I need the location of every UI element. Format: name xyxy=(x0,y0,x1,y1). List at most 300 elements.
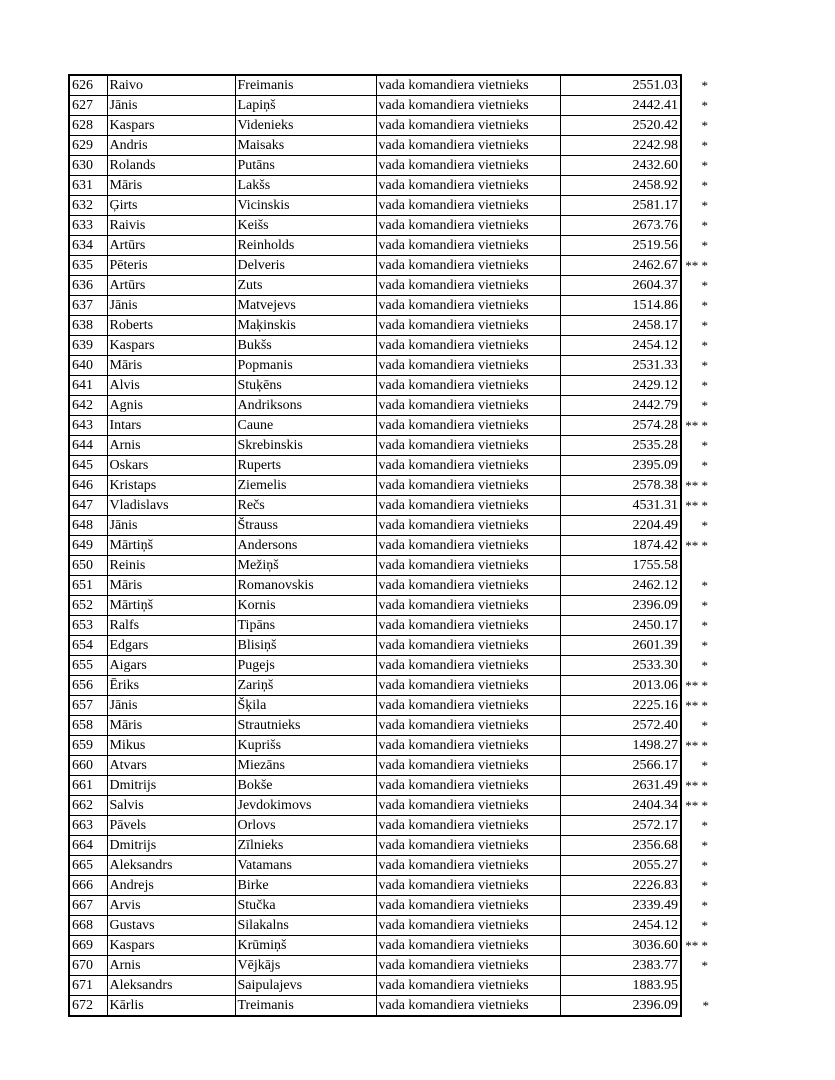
mark-cell: * xyxy=(701,438,708,453)
amount-cell: 2432.60 xyxy=(560,156,681,176)
mark-cell xyxy=(681,556,719,576)
first-name-cell: Jānis xyxy=(107,696,235,716)
last-name-cell: Reinholds xyxy=(235,236,376,256)
row-number-cell: 628 xyxy=(69,116,107,136)
mark-cell: ** * xyxy=(685,258,708,273)
table-row xyxy=(69,476,719,496)
position-cell: vada komandiera vietnieks xyxy=(376,196,560,216)
first-name-cell: Arnis xyxy=(107,956,235,976)
last-name-cell: Bukšs xyxy=(235,336,376,356)
row-number-cell: 632 xyxy=(69,196,107,216)
last-name-cell: Šķila xyxy=(235,696,376,716)
first-name-cell: Māris xyxy=(107,576,235,596)
first-name-cell: Edgars xyxy=(107,636,235,656)
last-name-cell: Vējkājs xyxy=(235,956,376,976)
row-number-cell: 638 xyxy=(69,316,107,336)
first-name-cell: Kaspars xyxy=(107,116,235,136)
mark-cell: * xyxy=(701,238,708,253)
table-row xyxy=(69,96,719,116)
table-row xyxy=(69,816,719,836)
mark-cell: * xyxy=(701,198,708,213)
first-name-cell: Intars xyxy=(107,416,235,436)
first-name-cell: Ģirts xyxy=(107,196,235,216)
row-number-cell: 658 xyxy=(69,716,107,736)
amount-cell: 1514.86 xyxy=(560,296,681,316)
table-row xyxy=(69,75,719,96)
row-number-cell: 656 xyxy=(69,676,107,696)
mark-cell: * xyxy=(701,458,708,473)
row-number-cell: 661 xyxy=(69,776,107,796)
last-name-cell: Caune xyxy=(235,416,376,436)
mark-cell: * xyxy=(701,518,708,533)
position-cell: vada komandiera vietnieks xyxy=(376,296,560,316)
first-name-cell: Atvars xyxy=(107,756,235,776)
first-name-cell: Alvis xyxy=(107,376,235,396)
first-name-cell: Mikus xyxy=(107,736,235,756)
mark-cell: * xyxy=(701,618,708,633)
table-row xyxy=(69,236,719,256)
row-number-cell: 662 xyxy=(69,796,107,816)
last-name-cell: Kuprišs xyxy=(235,736,376,756)
last-name-cell: Rečs xyxy=(235,496,376,516)
last-name-cell: Keišs xyxy=(235,216,376,236)
last-name-cell: Delveris xyxy=(235,256,376,276)
mark-cell: ** * xyxy=(685,698,708,713)
amount-cell: 2356.68 xyxy=(560,836,681,856)
position-cell: vada komandiera vietnieks xyxy=(376,916,560,936)
row-number-cell: 672 xyxy=(69,996,107,1017)
amount-cell: 2055.27 xyxy=(560,856,681,876)
last-name-cell: Strautnieks xyxy=(235,716,376,736)
amount-cell: 2226.83 xyxy=(560,876,681,896)
first-name-cell: Raivis xyxy=(107,216,235,236)
table-row xyxy=(69,776,719,796)
table-row xyxy=(69,656,719,676)
amount-cell: 2519.56 xyxy=(560,236,681,256)
amount-cell: 2204.49 xyxy=(560,516,681,536)
first-name-cell: Aigars xyxy=(107,656,235,676)
position-cell: vada komandiera vietnieks xyxy=(376,116,560,136)
mark-cell: * xyxy=(701,158,708,173)
amount-cell: 2531.33 xyxy=(560,356,681,376)
table-row xyxy=(69,276,719,296)
mark-cell: ** * xyxy=(685,738,708,753)
position-cell: vada komandiera vietnieks xyxy=(376,996,560,1017)
table-row xyxy=(69,556,719,576)
last-name-cell: Ziemelis xyxy=(235,476,376,496)
first-name-cell: Rolands xyxy=(107,156,235,176)
mark-cell: * xyxy=(701,958,708,973)
position-cell: vada komandiera vietnieks xyxy=(376,796,560,816)
position-cell: vada komandiera vietnieks xyxy=(376,256,560,276)
row-number-cell: 639 xyxy=(69,336,107,356)
first-name-cell: Kristaps xyxy=(107,476,235,496)
table-row xyxy=(69,596,719,616)
position-cell: vada komandiera vietnieks xyxy=(376,536,560,556)
amount-cell: 2535.28 xyxy=(560,436,681,456)
table-row xyxy=(69,176,719,196)
last-name-cell: Popmanis xyxy=(235,356,376,376)
first-name-cell: Kārlis xyxy=(107,996,235,1017)
mark-cell: ** * xyxy=(685,478,708,493)
first-name-cell: Pēteris xyxy=(107,256,235,276)
last-name-cell: Štrauss xyxy=(235,516,376,536)
first-name-cell: Artūrs xyxy=(107,236,235,256)
table-row xyxy=(69,676,719,696)
mark-cell: * xyxy=(701,898,708,913)
first-name-cell: Gustavs xyxy=(107,916,235,936)
first-name-cell: Jānis xyxy=(107,96,235,116)
row-number-cell: 651 xyxy=(69,576,107,596)
first-name-cell: Agnis xyxy=(107,396,235,416)
row-number-cell: 643 xyxy=(69,416,107,436)
position-cell: vada komandiera vietnieks xyxy=(376,436,560,456)
row-number-cell: 629 xyxy=(69,136,107,156)
amount-cell: 2631.49 xyxy=(560,776,681,796)
position-cell: vada komandiera vietnieks xyxy=(376,176,560,196)
table-row xyxy=(69,316,719,336)
last-name-cell: Stuķēns xyxy=(235,376,376,396)
table-row xyxy=(69,696,719,716)
last-name-cell: Birke xyxy=(235,876,376,896)
mark-cell: ** * xyxy=(685,418,708,433)
position-cell: vada komandiera vietnieks xyxy=(376,856,560,876)
amount-cell: 2572.40 xyxy=(560,716,681,736)
row-number-cell: 633 xyxy=(69,216,107,236)
table-row xyxy=(69,636,719,656)
row-number-cell: 648 xyxy=(69,516,107,536)
table-row xyxy=(69,716,719,736)
last-name-cell: Zuts xyxy=(235,276,376,296)
last-name-cell: Maisaks xyxy=(235,136,376,156)
first-name-cell: Arvis xyxy=(107,896,235,916)
row-number-cell: 637 xyxy=(69,296,107,316)
last-name-cell: Pugejs xyxy=(235,656,376,676)
row-number-cell: 647 xyxy=(69,496,107,516)
last-name-cell: Zariņš xyxy=(235,676,376,696)
amount-cell: 2242.98 xyxy=(560,136,681,156)
position-cell: vada komandiera vietnieks xyxy=(376,496,560,516)
personnel-table xyxy=(68,74,720,1017)
table-row xyxy=(69,836,719,856)
table-body xyxy=(69,75,719,1016)
last-name-cell: Krūmiņš xyxy=(235,936,376,956)
position-cell: vada komandiera vietnieks xyxy=(376,736,560,756)
first-name-cell: Mārtiņš xyxy=(107,596,235,616)
row-number-cell: 646 xyxy=(69,476,107,496)
last-name-cell: Freimanis xyxy=(235,75,376,96)
amount-cell: 2566.17 xyxy=(560,756,681,776)
last-name-cell: Lakšs xyxy=(235,176,376,196)
amount-cell: 2404.34 xyxy=(560,796,681,816)
row-number-cell: 640 xyxy=(69,356,107,376)
table-row xyxy=(69,756,719,776)
row-number-cell: 665 xyxy=(69,856,107,876)
first-name-cell: Aleksandrs xyxy=(107,856,235,876)
row-number-cell: 660 xyxy=(69,756,107,776)
row-number-cell: 631 xyxy=(69,176,107,196)
mark-cell: * xyxy=(701,358,708,373)
last-name-cell: Ruperts xyxy=(235,456,376,476)
document-page xyxy=(68,74,720,1017)
first-name-cell: Ēriks xyxy=(107,676,235,696)
row-number-cell: 667 xyxy=(69,896,107,916)
mark-cell: ** * xyxy=(685,538,708,553)
position-cell: vada komandiera vietnieks xyxy=(376,356,560,376)
mark-cell: * xyxy=(701,318,708,333)
first-name-cell: Māris xyxy=(107,176,235,196)
amount-cell: 2458.92 xyxy=(560,176,681,196)
position-cell: vada komandiera vietnieks xyxy=(376,156,560,176)
amount-cell: 2462.67 xyxy=(560,256,681,276)
table-row xyxy=(69,216,719,236)
table-row xyxy=(69,796,719,816)
mark-cell: * xyxy=(701,878,708,893)
amount-cell: 2458.17 xyxy=(560,316,681,336)
position-cell: vada komandiera vietnieks xyxy=(376,616,560,636)
row-number-cell: 671 xyxy=(69,976,107,996)
last-name-cell: Maķinskis xyxy=(235,316,376,336)
amount-cell: 3036.60 xyxy=(560,936,681,956)
table-row xyxy=(69,976,719,996)
position-cell: vada komandiera vietnieks xyxy=(376,216,560,236)
table-row xyxy=(69,736,719,756)
position-cell: vada komandiera vietnieks xyxy=(376,836,560,856)
table-row xyxy=(69,496,719,516)
last-name-cell: Tipāns xyxy=(235,616,376,636)
amount-cell: 2339.49 xyxy=(560,896,681,916)
last-name-cell: Vatamans xyxy=(235,856,376,876)
position-cell: vada komandiera vietnieks xyxy=(376,96,560,116)
position-cell: vada komandiera vietnieks xyxy=(376,416,560,436)
last-name-cell: Bokše xyxy=(235,776,376,796)
amount-cell: 2225.16 xyxy=(560,696,681,716)
row-number-cell: 652 xyxy=(69,596,107,616)
first-name-cell: Māris xyxy=(107,356,235,376)
table-row xyxy=(69,936,719,956)
amount-cell: 2520.42 xyxy=(560,116,681,136)
mark-cell: * xyxy=(701,918,708,933)
position-cell: vada komandiera vietnieks xyxy=(376,476,560,496)
position-cell: vada komandiera vietnieks xyxy=(376,776,560,796)
first-name-cell: Dmitrijs xyxy=(107,836,235,856)
table-row xyxy=(69,376,719,396)
last-name-cell: Jevdokimovs xyxy=(235,796,376,816)
table-row xyxy=(69,296,719,316)
table-row xyxy=(69,156,719,176)
mark-cell: ** * xyxy=(685,498,708,513)
mark-cell: ** * xyxy=(685,938,708,953)
mark-cell: * xyxy=(701,598,708,613)
amount-cell: 1498.27 xyxy=(560,736,681,756)
row-number-cell: 666 xyxy=(69,876,107,896)
position-cell: vada komandiera vietnieks xyxy=(376,376,560,396)
last-name-cell: Lapiņš xyxy=(235,96,376,116)
position-cell: vada komandiera vietnieks xyxy=(376,596,560,616)
position-cell: vada komandiera vietnieks xyxy=(376,976,560,996)
amount-cell: 2442.41 xyxy=(560,96,681,116)
mark-cell: * xyxy=(701,98,708,113)
table-row xyxy=(69,416,719,436)
amount-cell: 2578.38 xyxy=(560,476,681,496)
last-name-cell: Saipulajevs xyxy=(235,976,376,996)
amount-cell: 2462.12 xyxy=(560,576,681,596)
position-cell: vada komandiera vietnieks xyxy=(376,316,560,336)
amount-cell: 2429.12 xyxy=(560,376,681,396)
table-row xyxy=(69,256,719,276)
last-name-cell: Miezāns xyxy=(235,756,376,776)
first-name-cell: Artūrs xyxy=(107,276,235,296)
first-name-cell: Māris xyxy=(107,716,235,736)
last-name-cell: Stučka xyxy=(235,896,376,916)
mark-cell: * xyxy=(701,77,708,93)
table-row xyxy=(69,916,719,936)
row-number-cell: 663 xyxy=(69,816,107,836)
table-row xyxy=(69,356,719,376)
position-cell: vada komandiera vietnieks xyxy=(376,336,560,356)
row-number-cell: 668 xyxy=(69,916,107,936)
row-number-cell: 670 xyxy=(69,956,107,976)
last-name-cell: Treimanis xyxy=(235,996,376,1017)
last-name-cell: Andersons xyxy=(235,536,376,556)
position-cell: vada komandiera vietnieks xyxy=(376,516,560,536)
position-cell: vada komandiera vietnieks xyxy=(376,716,560,736)
table-row xyxy=(69,896,719,916)
table-row xyxy=(69,436,719,456)
row-number-cell: 636 xyxy=(69,276,107,296)
table-row xyxy=(69,956,719,976)
position-cell: vada komandiera vietnieks xyxy=(376,816,560,836)
first-name-cell: Kaspars xyxy=(107,336,235,356)
last-name-cell: Matvejevs xyxy=(235,296,376,316)
first-name-cell: Vladislavs xyxy=(107,496,235,516)
first-name-cell: Dmitrijs xyxy=(107,776,235,796)
row-number-cell: 645 xyxy=(69,456,107,476)
table-row xyxy=(69,876,719,896)
amount-cell: 2454.12 xyxy=(560,916,681,936)
row-number-cell: 653 xyxy=(69,616,107,636)
last-name-cell: Kornis xyxy=(235,596,376,616)
amount-cell: 2013.06 xyxy=(560,676,681,696)
last-name-cell: Romanovskis xyxy=(235,576,376,596)
amount-cell: 2396.09 xyxy=(560,996,681,1017)
amount-cell: 2572.17 xyxy=(560,816,681,836)
position-cell: vada komandiera vietnieks xyxy=(376,696,560,716)
last-name-cell: Zīlnieks xyxy=(235,836,376,856)
mark-cell: * xyxy=(701,178,708,193)
position-cell: vada komandiera vietnieks xyxy=(376,396,560,416)
position-cell: vada komandiera vietnieks xyxy=(376,756,560,776)
first-name-cell: Roberts xyxy=(107,316,235,336)
amount-cell: 1883.95 xyxy=(560,976,681,996)
amount-cell: 2533.30 xyxy=(560,656,681,676)
mark-cell: * xyxy=(701,858,708,873)
position-cell: vada komandiera vietnieks xyxy=(376,456,560,476)
mark-cell: * xyxy=(701,818,708,833)
position-cell: vada komandiera vietnieks xyxy=(376,676,560,696)
mark-cell: * xyxy=(701,658,708,673)
first-name-cell: Reinis xyxy=(107,556,235,576)
mark-cell: * xyxy=(701,278,708,293)
amount-cell: 1755.58 xyxy=(560,556,681,576)
row-number-cell: 626 xyxy=(69,75,107,96)
amount-cell: 2383.77 xyxy=(560,956,681,976)
table-row xyxy=(69,196,719,216)
table-row xyxy=(69,456,719,476)
mark-cell: ** * xyxy=(685,798,708,813)
mark-cell: * xyxy=(701,578,708,593)
amount-cell: 2396.09 xyxy=(560,596,681,616)
first-name-cell: Arnis xyxy=(107,436,235,456)
first-name-cell: Mārtiņš xyxy=(107,536,235,556)
first-name-cell: Aleksandrs xyxy=(107,976,235,996)
amount-cell: 2395.09 xyxy=(560,456,681,476)
table-row xyxy=(69,536,719,556)
table-row xyxy=(69,396,719,416)
mark-cell: * xyxy=(702,998,709,1014)
position-cell: vada komandiera vietnieks xyxy=(376,876,560,896)
amount-cell: 2454.12 xyxy=(560,336,681,356)
mark-cell xyxy=(681,976,719,996)
position-cell: vada komandiera vietnieks xyxy=(376,276,560,296)
mark-cell: * xyxy=(701,638,708,653)
mark-cell: * xyxy=(701,298,708,313)
mark-cell: ** * xyxy=(685,778,708,793)
amount-cell: 2442.79 xyxy=(560,396,681,416)
amount-cell: 2601.39 xyxy=(560,636,681,656)
last-name-cell: Orlovs xyxy=(235,816,376,836)
first-name-cell: Oskars xyxy=(107,456,235,476)
mark-cell: * xyxy=(701,398,708,413)
amount-cell: 2450.17 xyxy=(560,616,681,636)
table-row xyxy=(69,616,719,636)
first-name-cell: Pāvels xyxy=(107,816,235,836)
row-number-cell: 654 xyxy=(69,636,107,656)
first-name-cell: Jānis xyxy=(107,516,235,536)
mark-cell: * xyxy=(701,118,708,133)
row-number-cell: 655 xyxy=(69,656,107,676)
last-name-cell: Vicinskis xyxy=(235,196,376,216)
first-name-cell: Ralfs xyxy=(107,616,235,636)
mark-cell: * xyxy=(701,218,708,233)
row-number-cell: 642 xyxy=(69,396,107,416)
table-row xyxy=(69,116,719,136)
first-name-cell: Kaspars xyxy=(107,936,235,956)
row-number-cell: 634 xyxy=(69,236,107,256)
amount-cell: 4531.31 xyxy=(560,496,681,516)
amount-cell: 2574.28 xyxy=(560,416,681,436)
position-cell: vada komandiera vietnieks xyxy=(376,636,560,656)
last-name-cell: Andriksons xyxy=(235,396,376,416)
position-cell: vada komandiera vietnieks xyxy=(376,656,560,676)
amount-cell: 2581.17 xyxy=(560,196,681,216)
row-number-cell: 644 xyxy=(69,436,107,456)
last-name-cell: Silakalns xyxy=(235,916,376,936)
first-name-cell: Andrejs xyxy=(107,876,235,896)
last-name-cell: Skrebinskis xyxy=(235,436,376,456)
row-number-cell: 659 xyxy=(69,736,107,756)
row-number-cell: 630 xyxy=(69,156,107,176)
mark-cell: * xyxy=(701,758,708,773)
row-number-cell: 627 xyxy=(69,96,107,116)
row-number-cell: 664 xyxy=(69,836,107,856)
first-name-cell: Raivo xyxy=(107,75,235,96)
row-number-cell: 635 xyxy=(69,256,107,276)
row-number-cell: 649 xyxy=(69,536,107,556)
mark-cell: * xyxy=(701,838,708,853)
position-cell: vada komandiera vietnieks xyxy=(376,896,560,916)
position-cell: vada komandiera vietnieks xyxy=(376,956,560,976)
